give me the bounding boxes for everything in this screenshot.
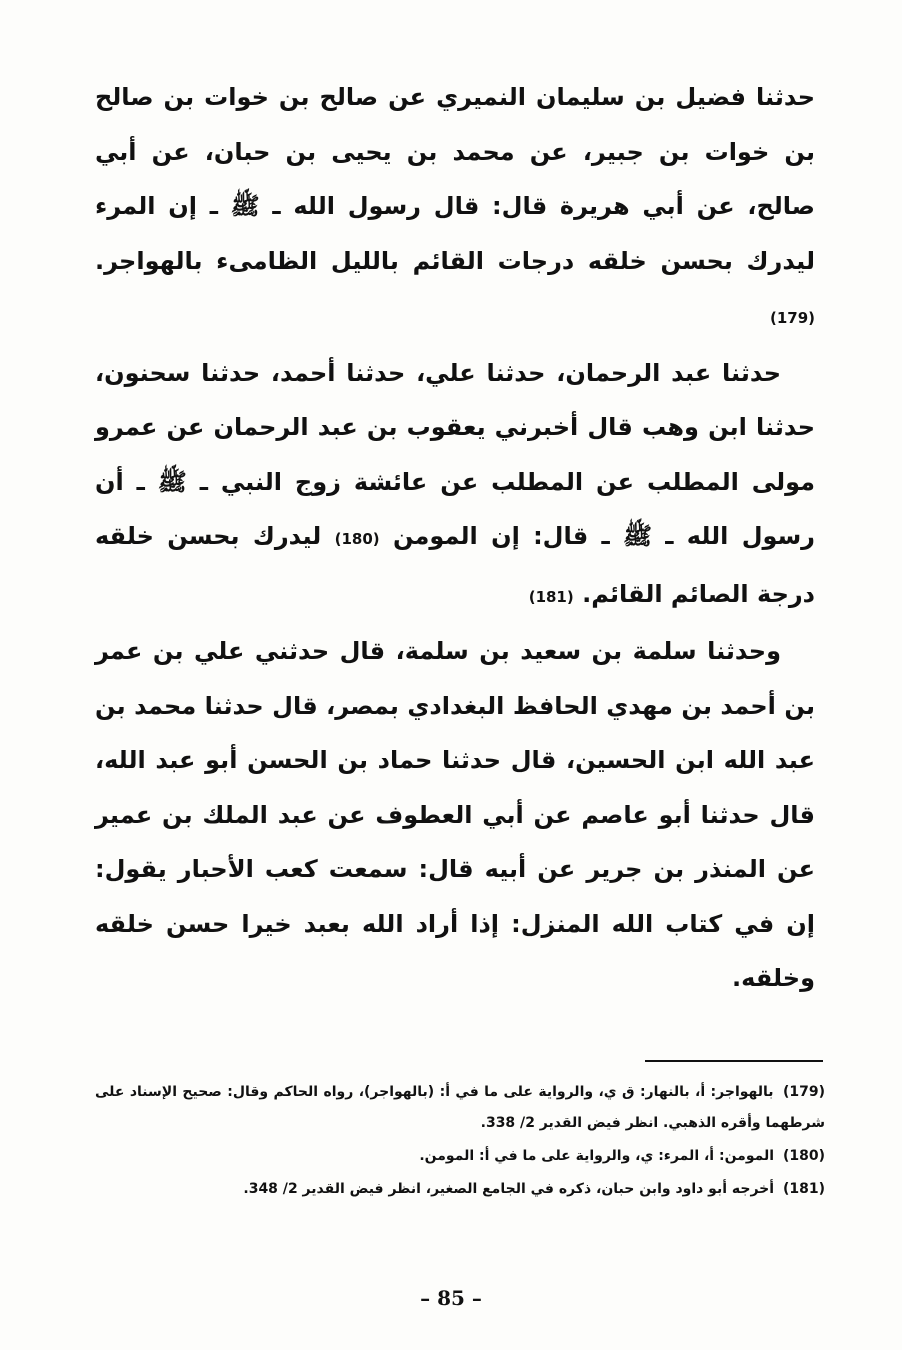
footnote-ref-179: (179) [769, 309, 815, 327]
page-number: – 85 – [420, 1286, 482, 1310]
footnote-180 [95, 1141, 825, 1172]
footnote-number: (181) [782, 1181, 825, 1197]
footnote-181 [95, 1174, 825, 1205]
footnote-ref-181: (181) [528, 587, 574, 606]
footnote-number: (180) [782, 1148, 825, 1164]
footnote-ref-180: (180) [334, 530, 380, 548]
footnote-text: المومن: أ، المرء: ي، والرواية على ما في أ: المومن. [419, 1148, 775, 1164]
paragraph-2 [95, 346, 815, 625]
paragraph-1 [95, 70, 815, 346]
footnote-179 [95, 1077, 825, 1139]
footnote-text: أخرجه أبو داود وابن حبان، ذكره في الجامع الصغير، انظر فيض القدير 2/ 348. [243, 1181, 775, 1197]
footnotes-section [95, 1077, 825, 1207]
main-text-block [95, 70, 815, 1006]
paragraph-2-text: حدثنا عبد الرحمان، حدثنا علي، حدثنا أحمد، حدثنا سحنون، حدثنا ابن وهب قال أخبرني يعقوب بن عبد الرحمان عن عمرو مولى المطلب عن المطلب عن عائشة زوج النبي ـ ﷺ ـ أن رسول الله ـ ﷺ ـ قال: إن المومن [95, 358, 815, 550]
paragraph-2-tail: ليدرك بحسن خلقه درجة الصائم القائم. [95, 522, 815, 608]
paragraph-3-text: وحدثنا سلمة بن سعيد بن سلمة، قال حدثني علي بن عمر بن أحمد بن مهدي الحافظ البغدادي بمصر، قال حدثنا محمد بن عبد الله ابن الحسين، قال حدثنا حماد بن الحسن أبو عبد الله، قال حدثنا أبو عاصم عن أبي العطوف عن عبد الملك بن عمير عن المنذر بن جرير عن أبيه قال: سمعت كعب الأحبار يقول: إن في كتاب الله المنزل: إذا أراد الله بعبد خيرا حسن خلقه وخلقه. [95, 637, 815, 992]
paragraph-1-text: حدثنا فضيل بن سليمان النميري عن صالح بن خوات بن صالح بن خوات بن جبير، عن محمد بن يحيى بن حبان، عن أبي صالح، عن أبي هريرة قال: قال رسول الله ـ ﷺ ـ إن المرء ليدرك بحسن خلقه درجات القائم بالليل الظامىء بالهواجر. [95, 83, 815, 275]
footnote-text: بالهواجر: أ، بالنهار: ق ي، والرواية على ما في أ: (بالهواجر)، رواه الحاكم وقال: صحيح الإسناد على شرطهما وأقره الذهبي. انظر فيض القدير 2/ 338. [95, 1084, 825, 1131]
paragraph-3 [95, 624, 815, 1006]
footnote-separator [645, 1060, 823, 1062]
footnote-number: (179) [782, 1084, 825, 1100]
